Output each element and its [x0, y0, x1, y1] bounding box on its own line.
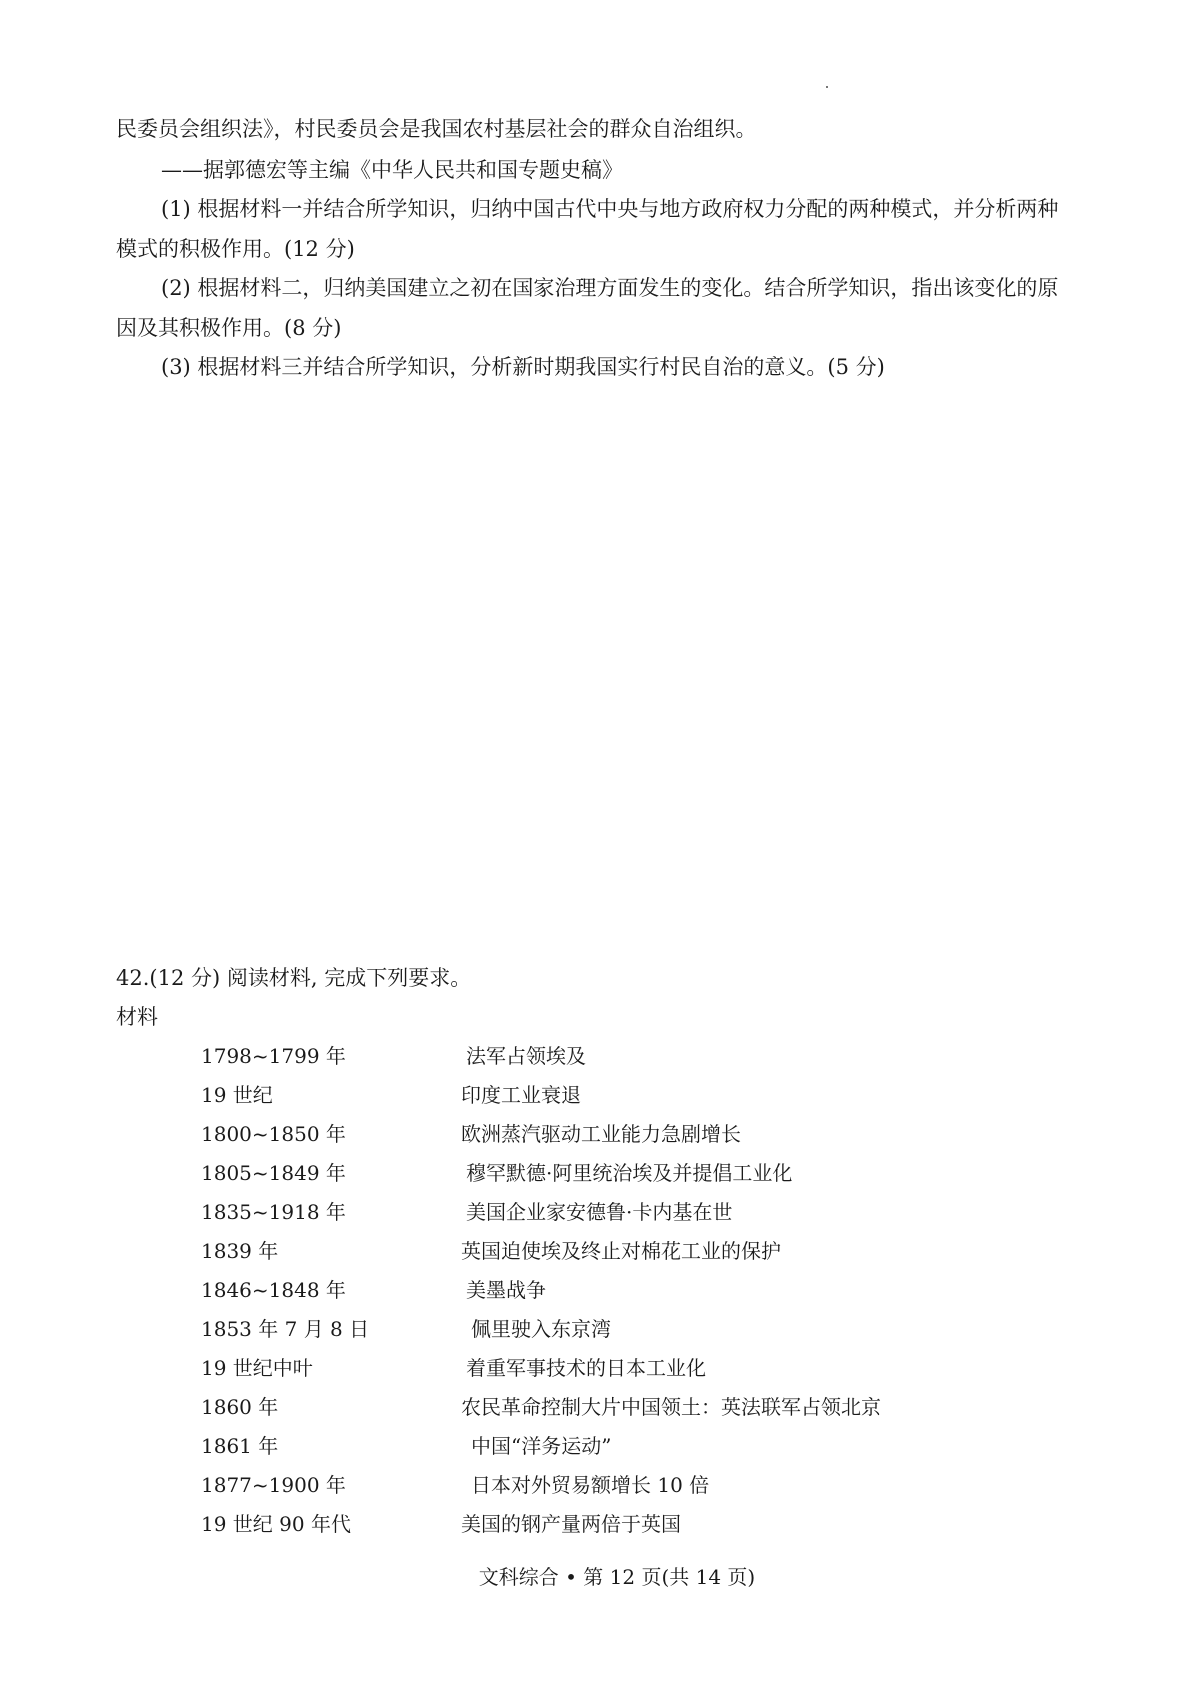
timeline-date: 1846~1848 年 [201, 1278, 346, 1302]
timeline-event: 日本对外贸易额增长 10 倍 [471, 1473, 710, 1497]
timeline-date: 1877~1900 年 [201, 1473, 346, 1497]
timeline-date: 1798~1799 年 [201, 1044, 346, 1068]
timeline-row [0, 1159, 1200, 1189]
question-41-3: (3) 根据材料三并结合所学知识，分析新时期我国实行村民自治的意义。(5 分) [161, 355, 885, 379]
question-42-header: 42.(12 分) 阅读材料, 完成下列要求。 [116, 966, 472, 990]
timeline-date: 1853 年 7 月 8 日 [201, 1317, 370, 1341]
timeline-date: 1839 年 [201, 1239, 279, 1263]
timeline-event: 佩里驶入东京湾 [471, 1317, 611, 1341]
timeline-row [0, 1198, 1200, 1228]
timeline-event: 英国迫使埃及终止对棉花工业的保护 [461, 1239, 781, 1263]
question-41-1-line2: 模式的积极作用。(12 分) [116, 237, 355, 261]
question-41-2-line1: (2) 根据材料二，归纳美国建立之初在国家治理方面发生的变化。结合所学知识，指出该变化的原 [161, 276, 1059, 300]
timeline-event: 美国的钢产量两倍于英国 [461, 1512, 681, 1536]
timeline-date: 1805~1849 年 [201, 1161, 346, 1185]
timeline-row [0, 1276, 1200, 1306]
timeline-row [0, 1354, 1200, 1384]
timeline-event: 美国企业家安德鲁·卡内基在世 [466, 1200, 733, 1224]
timeline-date: 1835~1918 年 [201, 1200, 346, 1224]
timeline-date: 19 世纪中叶 [201, 1356, 313, 1380]
timeline-date: 1861 年 [201, 1434, 279, 1458]
timeline-event: 着重军事技术的日本工业化 [466, 1356, 706, 1380]
timeline-event: 美墨战争 [466, 1278, 546, 1302]
timeline-row [0, 1432, 1200, 1462]
material-source: ——据郭德宏等主编《中华人民共和国专题史稿》 [161, 158, 623, 182]
timeline-row [0, 1393, 1200, 1423]
timeline-event: 法军占领埃及 [466, 1044, 586, 1068]
timeline-event: 印度工业衰退 [461, 1083, 581, 1107]
timeline-row [0, 1042, 1200, 1072]
question-41-1-line1: (1) 根据材料一并结合所学知识，归纳中国古代中央与地方政府权力分配的两种模式，并分析两种 [161, 197, 1059, 221]
scan-speck [826, 86, 828, 88]
timeline-date: 1860 年 [201, 1395, 279, 1419]
question-41-2-line2: 因及其积极作用。(8 分) [116, 316, 342, 340]
timeline-row [0, 1315, 1200, 1345]
timeline-row [0, 1471, 1200, 1501]
page-number-label: 文科综合 • 第 12 页(共 14 页) [478, 1565, 756, 1589]
material-label: 材料 [116, 1005, 158, 1029]
timeline-row [0, 1237, 1200, 1267]
timeline-row [0, 1120, 1200, 1150]
timeline-date: 19 世纪 90 年代 [201, 1512, 351, 1536]
material-continuation: 民委员会组织法》，村民委员会是我国农村基层社会的群众自治组织。 [116, 117, 757, 141]
timeline-event: 穆罕默德·阿里统治埃及并提倡工业化 [466, 1161, 793, 1185]
timeline-row [0, 1081, 1200, 1111]
timeline-event: 农民革命控制大片中国领土：英法联军占领北京 [461, 1395, 881, 1419]
timeline-row [0, 1510, 1200, 1540]
timeline-date: 19 世纪 [201, 1083, 273, 1107]
timeline-event: 欧洲蒸汽驱动工业能力急剧增长 [461, 1122, 741, 1146]
timeline-event: 中国“洋务运动” [471, 1434, 612, 1458]
page-footer [0, 1563, 1200, 1591]
timeline-date: 1800~1850 年 [201, 1122, 346, 1146]
